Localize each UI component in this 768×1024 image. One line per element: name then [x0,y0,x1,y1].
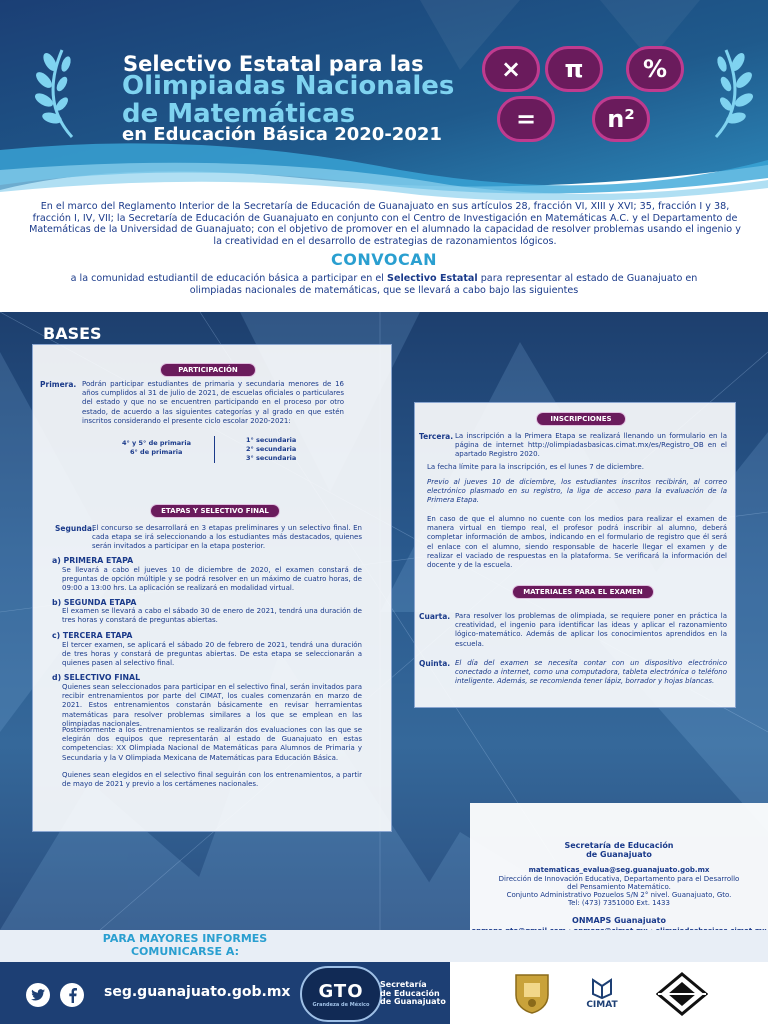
label-tercera: Tercera. [419,432,454,441]
cimat-logo [580,972,624,1016]
grade-3-secundaria: 3° secundaria [246,454,297,462]
facebook-icon[interactable] [60,983,84,1007]
text-quinta: El día del examen se necesita contar con un dispositivo electrónico conectado a internet, como una computadora, tableta electrónica o teléfono inteligente. Además, se recomienda tener lápiz, borrador y hojas blancas. [455,659,727,686]
pi-symbol-icon: π [545,46,603,92]
laurel-right-icon [700,42,756,142]
olympiad-logo-icon [652,970,712,1018]
secretaria-logo-label [380,981,446,1007]
selectivo-final-text-1: Quienes sean seleccionados para participar en el selectivo final, serán invitados para recibir entrenamientos por parte del CIMAT, los cuales comenzarán en marzo de 2021. Estos entrenamientos constarán básicamente en revisar herramientas matemáticas para resolver problemas similares a los que se emplean en las olimpiadas nacionales. [62,683,362,728]
pill-etapas: ETAPAS Y SELECTIVO FINAL [150,504,280,518]
segunda-etapa-text: El examen se llevará a cabo el sábado 30 de enero de 2021, tendrá una duración de tres horas y constará de preguntas abiertas. [62,607,362,625]
tercera-etapa-text: El tercer examen, se aplicará el sábado 20 de febrero de 2021, tendrá una duración de tres horas y constará de preguntas abiertas. De esta etapa se seleccionarán a quienes pasen al selectivo final. [62,641,362,668]
title-line-3: de Matemáticas [122,99,356,129]
contact-phone: Tel: (473) 7351000 Ext. 1433 [568,899,670,907]
header-banner [0,0,768,200]
text-tercera-3: Previo al jueves 10 de diciembre, los estudiantes inscritos recibirán, al correo electrónico plasmado en su registro, la liga de acceso para la evaluación de la Primera Etapa. [427,478,727,505]
sec-line-3: de Guanajuato [380,997,446,1007]
n-squared-symbol-icon: n² [592,96,650,142]
cimat-icon [589,978,615,1000]
title-line-1: Selectivo Estatal para las [123,52,424,76]
text-primera: Podrán participar estudiantes de primaria y secundaria menores de 16 años cumplidos al 31 de julio de 2021, de escuelas oficiales o particulares del estado y que no se encuentren participando en el proceso por otro estado, de acuerdo a las siguientes categorías y al grado en que estén inscritos considerando el presente ciclo escolar 2020-2021: [82,380,344,425]
pill-inscripciones: INSCRIPCIONES [536,412,626,426]
pill-participacion: PARTICIPACIÓN [160,363,256,377]
gto-logo-sub: Grandeza de México [312,1001,370,1008]
informes-line-2: COMUNICARSE A: [130,945,240,958]
percent-symbol-icon: % [626,46,684,92]
selectivo-final-title: d) SELECTIVO FINAL [52,673,141,682]
informes-heading [80,932,290,958]
contact-dept-line1: Dirección de Innovación Educativa, Departamento para el Desarrollo [498,875,740,883]
text-tercera-4: En caso de que el alumno no cuente con los medios para realizar el examen de manera virtual en tiempo real, el profesor podrá inscribir al alumno, deberá completar información de ambos, indicando en el formulario de registro que él será el enlace con el alumno, siendo responsable de hacerle llegar el examen y de realizar el vaciado de respuestas en la plataforma. Se verificará la información del docente y de la escuela. [427,515,727,570]
label-segunda: Segunda. [55,524,95,533]
text-segunda: El concurso se desarrollará en 3 etapas preliminares y un selectivo final. En cada etapa se irá seleccionando a los estudiantes más destacados, quienes serán invitados a participar en la etapa posterior. [92,524,362,551]
primera-etapa-title: a) PRIMERA ETAPA [52,556,134,565]
contact-org2: ONMAPS Guanajuato [572,916,666,925]
contact-dept-line2: del Pensamiento Matemático. [567,883,671,891]
multiply-symbol-icon: × [482,46,540,92]
gto-logo [300,966,382,1022]
label-primera: Primera. [40,380,77,389]
grade-4-5-primaria: 4° y 5° de primaria [122,439,191,447]
contact-org1-line1: Secretaría de Educación [564,841,674,850]
text-tercera-2: La fecha límite para la inscripción, es el lunes 7 de diciembre. [427,463,644,471]
grade-1-secundaria: 1° secundaria [246,436,297,444]
title-line-2: Olimpiadas Nacionales [122,71,455,101]
text-cuarta: Para resolver los problemas de olimpiada, se requiere poner en práctica la creatividad, el ingenio para identificar las ideas y aplicar el razonamiento lógico-matemático. Además de aplicar los conocimientos aprendidos en la escuela. [455,612,727,648]
segunda-etapa-title: b) SEGUNDA ETAPA [52,598,137,607]
bases-title: BASES [43,324,102,343]
contact-org1-line2: de Guanajuato [586,850,652,859]
title-line-4: en Educación Básica 2020-2021 [122,124,442,145]
university-shield-icon [512,972,552,1016]
website-link[interactable]: seg.guanajuato.gob.mx [104,984,291,1000]
equals-symbol-icon: = [497,96,555,142]
cimat-label: CIMAT [586,1000,618,1010]
primera-etapa-text: Se llevará a cabo el jueves 10 de diciembre de 2020, el examen constará de preguntas de opción múltiple y se podrá resolver en un máximo de cuatro horas, de 09:00 a 13:00 hrs. La aplicación se realizará en modalidad virtual. [62,566,362,593]
convoca-paragraph [60,273,708,297]
twitter-icon[interactable] [26,983,50,1007]
convoca-post: para representar al estado de Guanajuato en olimpiadas nacionales de matemáticas, que se llevará a cabo bajo las siguientes [189,273,698,296]
contact-address: Conjunto Administrativo Pozuelos S/N 2° nivel. Guanajuato, Gto. [506,891,732,899]
contact-email-1[interactable]: matematicas_evalua@seg.guanajuato.gob.mx [528,866,710,874]
convocan-heading: CONVOCAN [331,250,437,269]
grade-6-primaria: 6° de primaria [130,448,183,456]
informes-line-1: PARA MAYORES INFORMES [102,932,268,945]
convoca-pre: a la comunidad estudiantil de educación básica a participar en el [70,273,388,284]
selectivo-final-text-3: Quienes sean elegidos en el selectivo final seguirán con los entrenamientos, a partir de mayo de 2021 y previo a los certámenes nacionales. [62,771,362,789]
text-tercera-1: La inscripción a la Primera Etapa se realizará llenando un formulario en la página de internet http://olimpiadasbasicas.cimat.mx/es/Registro_OB en el apartado Registro 2020. [455,432,727,459]
selectivo-final-text-2: Posteriormente a los entrenamientos se realizarán dos evaluaciones con las que se elegirán dos equipos que representarán al estado de Guanajuato en estas competencias: XX Olimpiada Nacional de Matemáticas para Alumnos de Primaria y Secundaria y la V Olimpiada Mexicana de Matemáticas para Educación Básica. [62,726,362,762]
pill-materiales: MATERIALES PARA EL EXAMEN [512,585,654,599]
convoca-bold: Selectivo Estatal [387,273,478,284]
gto-logo-text: GTO [318,980,364,1002]
label-quinta: Quinta. [419,659,451,668]
label-cuarta: Cuarta. [419,612,451,621]
laurel-left-icon [32,42,88,142]
grade-divider [214,436,215,463]
sec-line-2: de Educación [380,988,440,998]
sec-line-1: Secretaría [380,980,427,989]
tercera-etapa-title: c) TERCERA ETAPA [52,631,133,640]
grade-2-secundaria: 2° secundaria [246,445,297,453]
intro-paragraph: En el marco del Reglamento Interior de la Secretaría de Educación de Guanajuato en sus artículos 28, fracción VI, XIII y XVI; 35, fracción I y 38, fracción I, IV, VII; la Secretaría de Educación de Guanajuato en conjunto con el Centro de Investigación en Matemáticas A.C. y el Departamento de Matemáticas de la Universidad de Guanajuato; con el objetivo de promover en el alumnado la capacidad de resolver problemas usando el ingenio y la creatividad en el desarrollo de estrategias de razonamientos lógicos. [29,201,741,247]
